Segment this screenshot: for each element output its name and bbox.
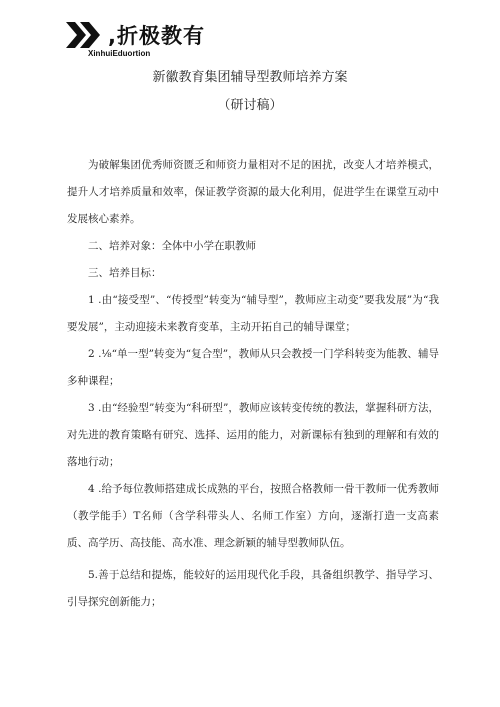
- brand-name-en: XinhuiEduortion: [88, 49, 151, 58]
- double-chevron-logo-icon: [66, 22, 108, 48]
- brand-name-cn: ,折极教有: [108, 24, 205, 48]
- paragraph-goal-3: 3 .由“经验型”转变为“科研型”，教师应该转变传统的教法，掌握科研方法，对先进的教育策略有研究、选择、运用的能力，对新课标有独到的理解和有效的落地行动；: [67, 402, 439, 468]
- paragraph-goal-1: 1 .由“接受型”、“传授型”转变为“辅导型”，教师应主动变”要我发展”为“我要发展”，主动迎接未来教育变革，主动开拓自己的辅导课堂；: [67, 294, 439, 333]
- paragraph-goals-heading: 三、培养目标：: [88, 267, 162, 279]
- document-subtitle: （研讨稿）: [217, 98, 283, 113]
- document-body: [67, 152, 439, 616]
- paragraph-goal-2: 2 .⅛“单一型”转变为“复合型”，教师从只会教授一门学科转变为能教、辅导多种课程；: [67, 348, 439, 387]
- paragraph-goal-4: 4 .给予每位教师搭建成长成熟的平台，按照合格教师一骨干教师一优秀教师（教学能手）T名师（含学科带头人、名师工作室）方向，逐渐打造一支高素质、高学历、高技能、高水准、理念新颖的辅导型教师队伍。: [67, 483, 439, 549]
- paragraph-intro: 为破解集团优秀师资匮乏和师资力量相对不足的困扰，改变人才培养模式，提升人才培养质量和效率，保证教学资源的最大化利用，促进学生在课堂互动中发展核心素养。: [67, 159, 439, 225]
- paragraph-target-audience: 二、培养对象：全体中小学在职教师: [88, 240, 256, 252]
- paragraph-goal-5: 5.善于总结和提炼，能较好的运用现代化手段，具备组织教学、指导学习、引导探究创新能力；: [67, 569, 439, 608]
- document-title: 新徽教育集团辅导型教师培养方案: [152, 70, 348, 85]
